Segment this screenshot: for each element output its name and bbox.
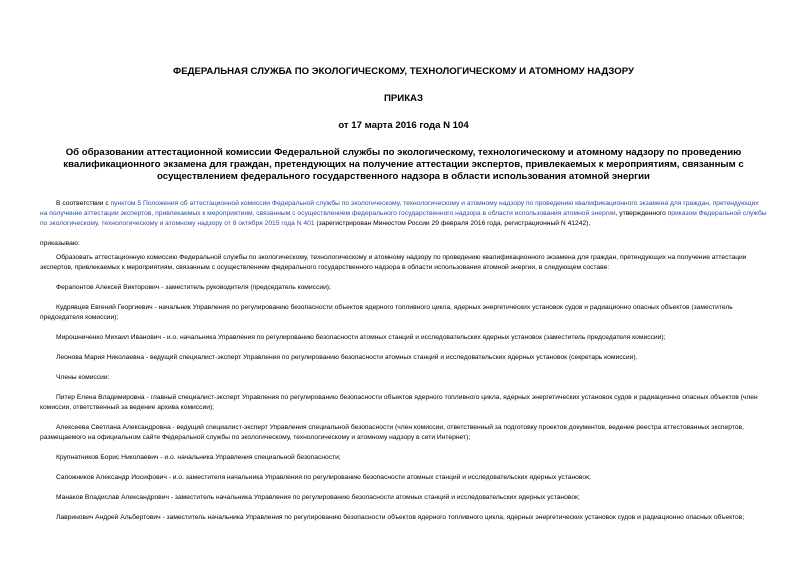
member-item: Лавринович Андрей Альбертович - заместитель начальника Управления по регулированию безопасности объектов ядерного топливного цикла, ядерных энергетических установок судов и радиационно опасных объектов; bbox=[56, 514, 745, 521]
member-item: Крупнатников Борис Николаевич - и.о. начальника Управления специальной безопасности; bbox=[56, 454, 341, 461]
order-date: от 17 марта 2016 года N 104 bbox=[338, 120, 469, 131]
regulation-link[interactable]: пунктом 5 Положения об аттестационной комиссии Федеральной службы по экологическому, технологическому и атомному надзору по проведению квалификационного экзамена для граждан, претендующих на получение аттестации экспертов, привлекаемых к мероприятиям, связанным с осуществлением федерального государственного надзора в области использования атомной энергии bbox=[40, 200, 759, 217]
order-link[interactable]: приказом Федеральной службы по экологическому, технологическому и атомному надзору от 8 октября 2015 года N 401 bbox=[40, 210, 767, 227]
preamble-prefix: В соответствии с bbox=[56, 200, 111, 207]
member-item: Алексеева Светлана Александровна - ведущий специалист-эксперт Управления специальной безопасности (член комиссии, ответственный за подготовку проектов документов, ведение реестра аттестованных экспертов, размещаемого на официальном сайте Федеральной службы по экологическому, технологическому и атомному надзору в сети Интернет); bbox=[40, 424, 744, 441]
member-item: Сапожников Александр Иосифович - и.о. заместителя начальника Управления по регулированию безопасности атомных станций и исследовательских ядерных установок; bbox=[56, 474, 591, 481]
order-type: ПРИКАЗ bbox=[384, 93, 423, 104]
member-secretary: Леонова Мария Николаевна - ведущий специалист-эксперт Управления по регулированию безопасности атомных станций и исследовательских ядерных установок (секретарь комиссии). bbox=[56, 354, 638, 361]
member-deputy-2: Мирошниченко Михаил Иванович - и.о. начальника Управления по регулированию безопасности атомных станций и исследовательских ядерных установок (заместитель председателя комиссии); bbox=[56, 334, 666, 341]
member-item: Манаков Владислав Александрович - заместитель начальника Управления по регулированию безопасности атомных станций и исследовательских ядерных установок; bbox=[56, 494, 580, 501]
member-deputy-1: Кудрявцев Евгений Георгиевич - начальник Управления по регулированию безопасности объектов ядерного топливного цикла, ядерных энергетических установок судов и радиационно опасных объектов (заместитель председателя комиссии); bbox=[40, 304, 733, 321]
agency-name: ФЕДЕРАЛЬНАЯ СЛУЖБА ПО ЭКОЛОГИЧЕСКОМУ, ТЕХНОЛОГИЧЕСКОМУ И АТОМНОМУ НАДЗОРУ bbox=[173, 66, 634, 77]
document-heading: Об образовании аттестационной комиссии Федеральной службы по экологическому, технологическому и атомному надзору по проведению квалификационного экзамена для граждан, претендующих на получение аттестации экспертов, привлекаемых к мероприятиям, связанным с осуществлением федерального государственного надзора в области использования атомной энергии bbox=[63, 147, 744, 182]
members-heading: Члены комиссии: bbox=[56, 374, 110, 381]
member-chair: Ферапонтов Алексей Викторович - заместитель руководителя (председатель комиссии); bbox=[56, 284, 331, 291]
preamble-middle: , утвержденного bbox=[615, 210, 668, 217]
preamble-paragraph bbox=[40, 199, 767, 229]
order-word: приказываю: bbox=[40, 240, 80, 247]
member-item: Питер Елена Владимировна - главный специалист-эксперт Управления по регулированию безопасности объектов ядерного топливного цикла, ядерных энергетических установок судов и радиационно опасных объектов (член комиссии, ответственный за ведение архива комиссии); bbox=[40, 394, 758, 411]
preamble-suffix: (зарегистрирован Минюстом России 29 февраля 2016 года, регистрационный N 41242), bbox=[314, 220, 591, 227]
intro-paragraph: Образовать аттестационную комиссию Федеральной службы по экологическому, технологическому и атомному надзору по проведению квалификационного экзамена для граждан, претендующих на получение аттестации экспертов, привлекаемых к мероприятиям, связанным с осуществлением федерального государственного надзора в области использования атомной энергии, в следующем составе: bbox=[40, 254, 747, 271]
